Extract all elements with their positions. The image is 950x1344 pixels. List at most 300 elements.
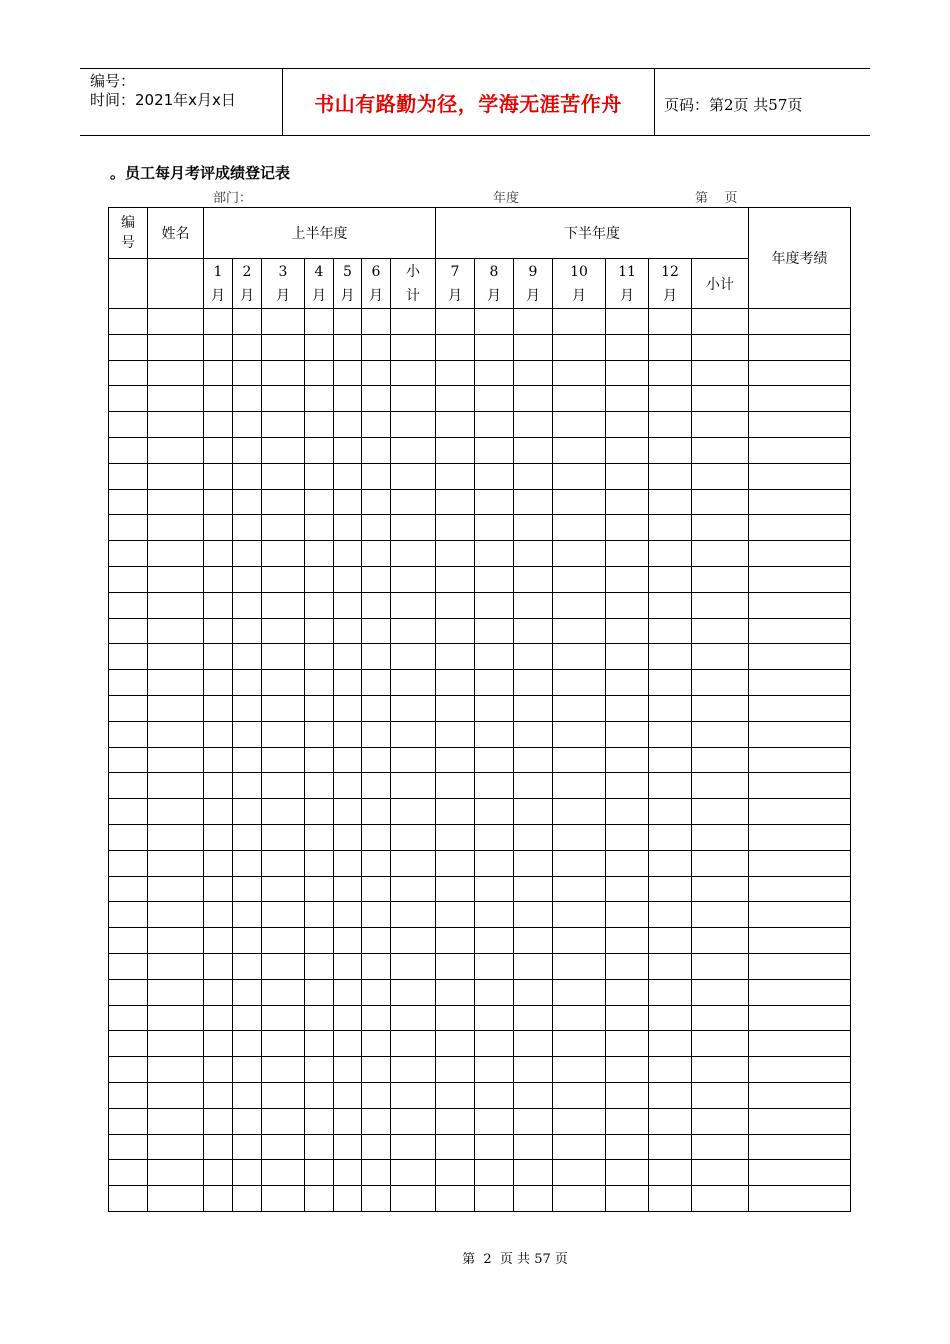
table-cell[interactable] (262, 721, 305, 747)
table-cell[interactable] (109, 592, 148, 618)
table-cell[interactable] (475, 928, 514, 954)
table-cell[interactable] (475, 670, 514, 696)
table-cell[interactable] (649, 670, 692, 696)
table-cell[interactable] (391, 876, 436, 902)
table-cell[interactable] (391, 489, 436, 515)
table-cell[interactable] (109, 799, 148, 825)
table-cell[interactable] (692, 695, 749, 721)
table-cell[interactable] (262, 1186, 305, 1212)
table-cell[interactable] (553, 1134, 606, 1160)
table-cell[interactable] (553, 1031, 606, 1057)
table-cell[interactable] (305, 644, 334, 670)
table-cell[interactable] (475, 412, 514, 438)
table-cell[interactable] (148, 592, 204, 618)
table-cell[interactable] (649, 1160, 692, 1186)
table-cell[interactable] (148, 850, 204, 876)
table-cell[interactable] (391, 592, 436, 618)
table-cell[interactable] (334, 1134, 362, 1160)
table-cell[interactable] (436, 386, 475, 412)
table-cell[interactable] (436, 799, 475, 825)
table-cell[interactable] (362, 644, 391, 670)
table-cell[interactable] (262, 695, 305, 721)
table-cell[interactable] (109, 747, 148, 773)
table-cell[interactable] (233, 334, 262, 360)
table-cell[interactable] (649, 618, 692, 644)
table-cell[interactable] (233, 928, 262, 954)
table-cell[interactable] (514, 670, 553, 696)
table-cell[interactable] (514, 747, 553, 773)
table-cell[interactable] (606, 644, 649, 670)
table-cell[interactable] (391, 824, 436, 850)
table-cell[interactable] (204, 979, 233, 1005)
table-cell[interactable] (475, 979, 514, 1005)
table-cell[interactable] (305, 541, 334, 567)
table-cell[interactable] (436, 412, 475, 438)
table-cell[interactable] (436, 566, 475, 592)
table-cell[interactable] (204, 360, 233, 386)
table-cell[interactable] (749, 566, 851, 592)
table-cell[interactable] (262, 902, 305, 928)
table-cell[interactable] (749, 1082, 851, 1108)
table-cell[interactable] (148, 1134, 204, 1160)
table-cell[interactable] (204, 799, 233, 825)
table-cell[interactable] (334, 1057, 362, 1083)
table-cell[interactable] (204, 309, 233, 335)
table-cell[interactable] (362, 953, 391, 979)
table-cell[interactable] (204, 928, 233, 954)
table-cell[interactable] (305, 1082, 334, 1108)
table-cell[interactable] (391, 1005, 436, 1031)
table-cell[interactable] (692, 902, 749, 928)
table-cell[interactable] (475, 463, 514, 489)
table-cell[interactable] (553, 618, 606, 644)
table-cell[interactable] (391, 695, 436, 721)
table-cell[interactable] (109, 412, 148, 438)
table-cell[interactable] (553, 437, 606, 463)
table-cell[interactable] (262, 979, 305, 1005)
table-cell[interactable] (334, 592, 362, 618)
table-cell[interactable] (649, 928, 692, 954)
table-cell[interactable] (692, 412, 749, 438)
table-cell[interactable] (109, 386, 148, 412)
table-cell[interactable] (553, 1005, 606, 1031)
table-cell[interactable] (606, 953, 649, 979)
table-cell[interactable] (305, 309, 334, 335)
table-cell[interactable] (436, 928, 475, 954)
table-cell[interactable] (262, 850, 305, 876)
table-cell[interactable] (362, 695, 391, 721)
table-cell[interactable] (233, 592, 262, 618)
table-cell[interactable] (749, 721, 851, 747)
table-cell[interactable] (606, 670, 649, 696)
table-cell[interactable] (514, 773, 553, 799)
table-cell[interactable] (514, 928, 553, 954)
table-cell[interactable] (204, 644, 233, 670)
table-cell[interactable] (692, 799, 749, 825)
table-cell[interactable] (204, 1108, 233, 1134)
table-cell[interactable] (109, 437, 148, 463)
table-cell[interactable] (262, 773, 305, 799)
table-cell[interactable] (391, 979, 436, 1005)
table-cell[interactable] (233, 1031, 262, 1057)
table-cell[interactable] (606, 1031, 649, 1057)
table-cell[interactable] (262, 1082, 305, 1108)
table-cell[interactable] (204, 953, 233, 979)
table-cell[interactable] (148, 309, 204, 335)
table-cell[interactable] (233, 309, 262, 335)
table-cell[interactable] (334, 721, 362, 747)
table-cell[interactable] (514, 515, 553, 541)
table-cell[interactable] (334, 850, 362, 876)
table-cell[interactable] (233, 1160, 262, 1186)
table-cell[interactable] (391, 1108, 436, 1134)
table-cell[interactable] (692, 928, 749, 954)
table-cell[interactable] (606, 1108, 649, 1134)
table-cell[interactable] (204, 1186, 233, 1212)
table-cell[interactable] (391, 721, 436, 747)
table-cell[interactable] (436, 1031, 475, 1057)
table-cell[interactable] (148, 695, 204, 721)
table-cell[interactable] (475, 489, 514, 515)
table-cell[interactable] (362, 412, 391, 438)
table-cell[interactable] (649, 437, 692, 463)
table-cell[interactable] (749, 463, 851, 489)
table-cell[interactable] (109, 309, 148, 335)
table-cell[interactable] (362, 618, 391, 644)
table-cell[interactable] (553, 309, 606, 335)
table-cell[interactable] (334, 1108, 362, 1134)
table-cell[interactable] (391, 463, 436, 489)
table-cell[interactable] (649, 1108, 692, 1134)
table-cell[interactable] (436, 902, 475, 928)
table-cell[interactable] (553, 1108, 606, 1134)
table-cell[interactable] (391, 902, 436, 928)
table-cell[interactable] (262, 541, 305, 567)
table-cell[interactable] (749, 824, 851, 850)
table-cell[interactable] (148, 799, 204, 825)
table-cell[interactable] (262, 928, 305, 954)
table-cell[interactable] (148, 670, 204, 696)
table-cell[interactable] (514, 489, 553, 515)
table-cell[interactable] (692, 1186, 749, 1212)
table-cell[interactable] (362, 773, 391, 799)
table-cell[interactable] (436, 1005, 475, 1031)
table-cell[interactable] (606, 850, 649, 876)
table-cell[interactable] (749, 799, 851, 825)
table-cell[interactable] (305, 928, 334, 954)
table-cell[interactable] (692, 1134, 749, 1160)
table-cell[interactable] (262, 799, 305, 825)
table-cell[interactable] (262, 1031, 305, 1057)
table-cell[interactable] (553, 1160, 606, 1186)
table-cell[interactable] (334, 334, 362, 360)
table-cell[interactable] (391, 309, 436, 335)
table-cell[interactable] (391, 1160, 436, 1186)
table-cell[interactable] (749, 1108, 851, 1134)
table-cell[interactable] (475, 1108, 514, 1134)
table-cell[interactable] (148, 979, 204, 1005)
table-cell[interactable] (436, 1082, 475, 1108)
table-cell[interactable] (334, 953, 362, 979)
table-cell[interactable] (475, 386, 514, 412)
table-cell[interactable] (305, 1134, 334, 1160)
table-cell[interactable] (334, 1005, 362, 1031)
table-cell[interactable] (391, 953, 436, 979)
table-cell[interactable] (109, 876, 148, 902)
table-cell[interactable] (391, 618, 436, 644)
table-cell[interactable] (391, 566, 436, 592)
table-cell[interactable] (362, 463, 391, 489)
table-cell[interactable] (649, 334, 692, 360)
table-cell[interactable] (233, 412, 262, 438)
table-cell[interactable] (109, 721, 148, 747)
table-cell[interactable] (514, 566, 553, 592)
table-cell[interactable] (262, 876, 305, 902)
table-cell[interactable] (475, 953, 514, 979)
table-cell[interactable] (606, 463, 649, 489)
table-cell[interactable] (514, 360, 553, 386)
table-cell[interactable] (305, 1160, 334, 1186)
table-cell[interactable] (233, 360, 262, 386)
table-cell[interactable] (514, 412, 553, 438)
table-cell[interactable] (262, 437, 305, 463)
table-cell[interactable] (553, 773, 606, 799)
table-cell[interactable] (305, 695, 334, 721)
table-cell[interactable] (148, 1057, 204, 1083)
table-cell[interactable] (514, 876, 553, 902)
table-cell[interactable] (362, 928, 391, 954)
table-cell[interactable] (606, 1186, 649, 1212)
table-cell[interactable] (692, 618, 749, 644)
table-cell[interactable] (204, 773, 233, 799)
table-cell[interactable] (391, 515, 436, 541)
table-cell[interactable] (749, 592, 851, 618)
table-cell[interactable] (475, 618, 514, 644)
table-cell[interactable] (305, 979, 334, 1005)
table-cell[interactable] (109, 1186, 148, 1212)
table-cell[interactable] (391, 437, 436, 463)
table-cell[interactable] (305, 334, 334, 360)
table-cell[interactable] (436, 979, 475, 1005)
table-cell[interactable] (649, 566, 692, 592)
table-cell[interactable] (649, 592, 692, 618)
table-cell[interactable] (553, 592, 606, 618)
table-cell[interactable] (649, 644, 692, 670)
table-cell[interactable] (262, 1160, 305, 1186)
table-cell[interactable] (233, 386, 262, 412)
table-cell[interactable] (749, 489, 851, 515)
table-cell[interactable] (204, 334, 233, 360)
table-cell[interactable] (606, 695, 649, 721)
table-cell[interactable] (204, 902, 233, 928)
table-cell[interactable] (204, 1082, 233, 1108)
table-cell[interactable] (362, 721, 391, 747)
table-cell[interactable] (233, 618, 262, 644)
table-cell[interactable] (749, 386, 851, 412)
table-cell[interactable] (262, 515, 305, 541)
table-cell[interactable] (649, 489, 692, 515)
table-cell[interactable] (749, 902, 851, 928)
table-cell[interactable] (305, 566, 334, 592)
table-cell[interactable] (391, 1031, 436, 1057)
table-cell[interactable] (148, 412, 204, 438)
table-cell[interactable] (305, 1005, 334, 1031)
table-cell[interactable] (262, 824, 305, 850)
table-cell[interactable] (692, 773, 749, 799)
table-cell[interactable] (649, 902, 692, 928)
table-cell[interactable] (362, 1134, 391, 1160)
table-cell[interactable] (233, 902, 262, 928)
table-cell[interactable] (362, 541, 391, 567)
table-cell[interactable] (553, 334, 606, 360)
table-cell[interactable] (649, 541, 692, 567)
table-cell[interactable] (109, 541, 148, 567)
table-cell[interactable] (475, 541, 514, 567)
table-cell[interactable] (148, 1031, 204, 1057)
table-cell[interactable] (305, 360, 334, 386)
table-cell[interactable] (148, 824, 204, 850)
table-cell[interactable] (233, 953, 262, 979)
table-cell[interactable] (233, 1186, 262, 1212)
table-cell[interactable] (553, 799, 606, 825)
table-cell[interactable] (148, 747, 204, 773)
table-cell[interactable] (692, 309, 749, 335)
table-cell[interactable] (475, 566, 514, 592)
table-cell[interactable] (391, 1186, 436, 1212)
table-cell[interactable] (391, 334, 436, 360)
table-cell[interactable] (436, 644, 475, 670)
table-cell[interactable] (204, 541, 233, 567)
table-cell[interactable] (334, 799, 362, 825)
table-cell[interactable] (749, 1160, 851, 1186)
table-cell[interactable] (553, 360, 606, 386)
table-cell[interactable] (204, 747, 233, 773)
table-cell[interactable] (553, 489, 606, 515)
table-cell[interactable] (305, 876, 334, 902)
table-cell[interactable] (692, 1108, 749, 1134)
table-cell[interactable] (148, 1160, 204, 1186)
table-cell[interactable] (692, 541, 749, 567)
table-cell[interactable] (233, 1108, 262, 1134)
table-cell[interactable] (391, 1134, 436, 1160)
table-cell[interactable] (606, 515, 649, 541)
table-cell[interactable] (749, 644, 851, 670)
table-cell[interactable] (305, 721, 334, 747)
table-cell[interactable] (204, 824, 233, 850)
table-cell[interactable] (436, 747, 475, 773)
table-cell[interactable] (514, 1108, 553, 1134)
table-cell[interactable] (436, 1160, 475, 1186)
table-cell[interactable] (514, 1057, 553, 1083)
table-cell[interactable] (514, 1005, 553, 1031)
table-cell[interactable] (109, 928, 148, 954)
table-cell[interactable] (334, 876, 362, 902)
table-cell[interactable] (362, 489, 391, 515)
table-cell[interactable] (305, 1031, 334, 1057)
table-cell[interactable] (262, 953, 305, 979)
table-cell[interactable] (262, 489, 305, 515)
table-cell[interactable] (475, 1057, 514, 1083)
table-cell[interactable] (362, 592, 391, 618)
table-cell[interactable] (749, 309, 851, 335)
table-cell[interactable] (514, 1160, 553, 1186)
table-cell[interactable] (649, 1005, 692, 1031)
table-cell[interactable] (233, 670, 262, 696)
table-cell[interactable] (262, 1134, 305, 1160)
table-cell[interactable] (749, 618, 851, 644)
table-cell[interactable] (391, 644, 436, 670)
table-cell[interactable] (362, 1108, 391, 1134)
table-cell[interactable] (391, 360, 436, 386)
table-cell[interactable] (334, 515, 362, 541)
table-cell[interactable] (148, 902, 204, 928)
table-cell[interactable] (109, 902, 148, 928)
table-cell[interactable] (233, 566, 262, 592)
table-cell[interactable] (749, 437, 851, 463)
table-cell[interactable] (514, 799, 553, 825)
table-cell[interactable] (262, 1057, 305, 1083)
table-cell[interactable] (475, 334, 514, 360)
table-cell[interactable] (334, 1186, 362, 1212)
table-cell[interactable] (305, 850, 334, 876)
table-cell[interactable] (233, 1134, 262, 1160)
table-cell[interactable] (109, 953, 148, 979)
table-cell[interactable] (204, 876, 233, 902)
table-cell[interactable] (262, 566, 305, 592)
table-cell[interactable] (436, 1134, 475, 1160)
table-cell[interactable] (436, 334, 475, 360)
table-cell[interactable] (553, 902, 606, 928)
table-cell[interactable] (391, 850, 436, 876)
table-cell[interactable] (334, 463, 362, 489)
table-cell[interactable] (334, 360, 362, 386)
table-cell[interactable] (692, 747, 749, 773)
table-cell[interactable] (606, 1057, 649, 1083)
table-cell[interactable] (514, 309, 553, 335)
table-cell[interactable] (262, 309, 305, 335)
table-cell[interactable] (649, 695, 692, 721)
table-cell[interactable] (475, 1005, 514, 1031)
table-cell[interactable] (362, 799, 391, 825)
table-cell[interactable] (204, 618, 233, 644)
table-cell[interactable] (233, 463, 262, 489)
table-cell[interactable] (109, 824, 148, 850)
table-cell[interactable] (649, 773, 692, 799)
table-cell[interactable] (475, 799, 514, 825)
table-cell[interactable] (305, 773, 334, 799)
table-cell[interactable] (436, 360, 475, 386)
table-cell[interactable] (233, 1005, 262, 1031)
table-cell[interactable] (749, 1186, 851, 1212)
table-cell[interactable] (305, 1186, 334, 1212)
table-cell[interactable] (233, 437, 262, 463)
table-cell[interactable] (514, 618, 553, 644)
table-cell[interactable] (649, 515, 692, 541)
table-cell[interactable] (514, 437, 553, 463)
table-cell[interactable] (148, 1082, 204, 1108)
table-cell[interactable] (553, 695, 606, 721)
table-cell[interactable] (204, 515, 233, 541)
table-cell[interactable] (514, 850, 553, 876)
table-cell[interactable] (553, 876, 606, 902)
table-cell[interactable] (649, 953, 692, 979)
table-cell[interactable] (649, 721, 692, 747)
table-cell[interactable] (109, 850, 148, 876)
table-cell[interactable] (334, 1082, 362, 1108)
table-cell[interactable] (514, 824, 553, 850)
table-cell[interactable] (692, 334, 749, 360)
table-cell[interactable] (514, 463, 553, 489)
